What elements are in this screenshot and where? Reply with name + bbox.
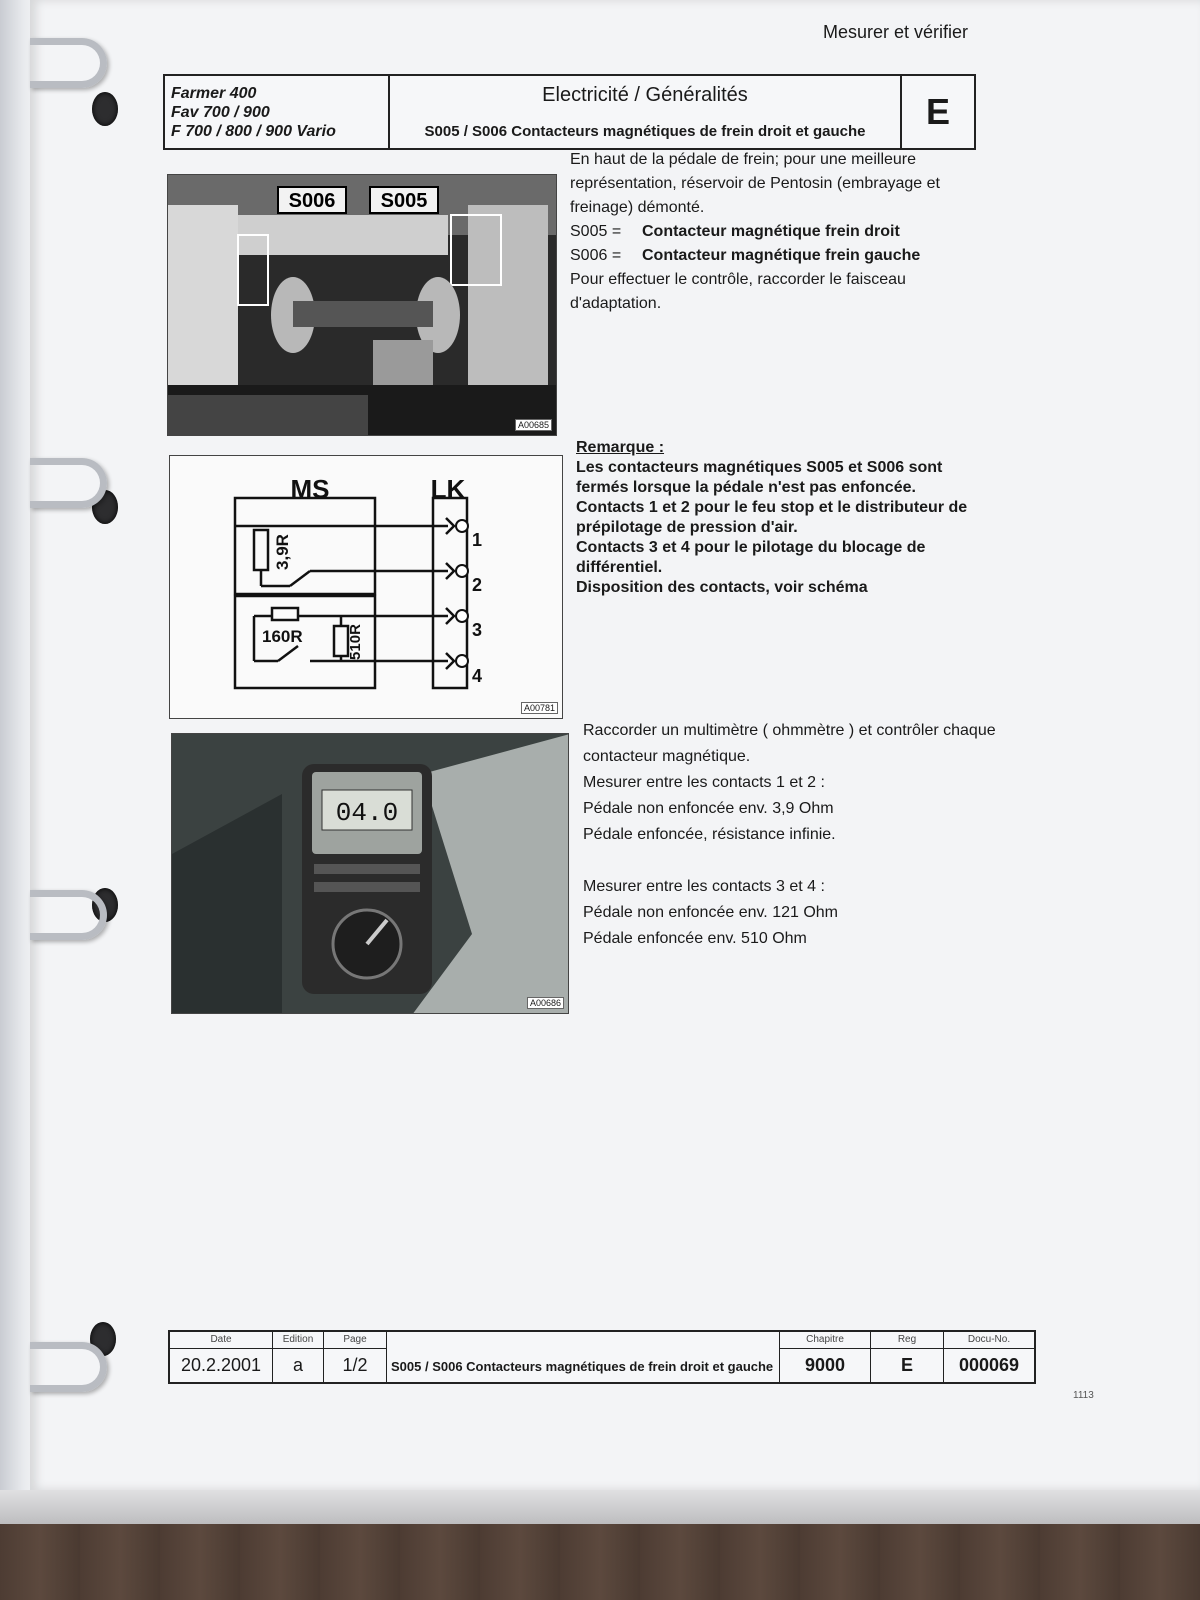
- label-lk: LK: [430, 474, 466, 504]
- header-title-block: [390, 76, 902, 148]
- label-s006: S006: [288, 190, 336, 212]
- binder-ring: [30, 890, 107, 940]
- legend-row: [570, 244, 970, 268]
- figure-code: A00685: [515, 419, 552, 431]
- multimeter-photo: [171, 733, 569, 1014]
- section-title: Electricité / Généralités: [542, 84, 748, 106]
- photo-illustration: [172, 734, 569, 1014]
- footer-label: Page: [324, 1332, 386, 1349]
- footer-label: Edition: [273, 1332, 323, 1349]
- remark-line: Contacts 3 et 4 pour le pilotage du blocage de différentiel.: [576, 539, 926, 576]
- legend-value: Contacteur magnétique frein gauche: [642, 247, 921, 264]
- resistor-510r: 510R: [347, 624, 364, 660]
- remark-block: [576, 438, 986, 598]
- ring-hole: [92, 92, 118, 126]
- footer-label: Reg: [871, 1332, 943, 1349]
- measure-line: Pédale enfoncée env. 510 Ohm: [583, 930, 807, 947]
- legend-row: [570, 220, 970, 244]
- binder-ring: [30, 1342, 107, 1392]
- resistor-3-9r: 3,9R: [273, 534, 292, 570]
- label-s005: S005: [380, 190, 428, 212]
- intro-text: En haut de la pédale de frein; pour une meilleure représentation, réservoir de Pentosin (embrayage et freinage) démonté.: [570, 151, 940, 216]
- pin-1: 1: [472, 530, 483, 550]
- outro-text: Pour effectuer le contrôle, raccorder le faisceau d'adaptation.: [570, 271, 906, 312]
- footer-page: [324, 1332, 387, 1382]
- model-name: Fav 700 / 900: [171, 104, 270, 121]
- brake-pedal-photo: [167, 174, 557, 436]
- footer-reg: [871, 1332, 944, 1382]
- footer-value: E: [900, 1355, 913, 1375]
- footer-value: 000069: [958, 1355, 1020, 1375]
- footer-value: 20.2.2001: [180, 1355, 262, 1375]
- page-stack-edge: [0, 1490, 1200, 1524]
- pin-2: 2: [472, 575, 483, 595]
- footer-docu: [944, 1332, 1034, 1382]
- footer-date: [170, 1332, 273, 1382]
- measure-line: Mesurer entre les contacts 1 et 2 :: [583, 774, 825, 791]
- footer-edition: [273, 1332, 324, 1382]
- binder-ring: [30, 458, 107, 508]
- binder-ring: [30, 38, 107, 88]
- contacts-schematic: [169, 455, 563, 719]
- page-header: [163, 74, 976, 150]
- pin-3: 3: [472, 620, 483, 640]
- footer-label: Date: [170, 1332, 272, 1349]
- pedal-description: [570, 148, 970, 316]
- legend-key: S005 =: [570, 223, 622, 240]
- model-name: Farmer 400: [171, 85, 257, 102]
- footer-chapter: [780, 1332, 871, 1382]
- measure-line: Pédale enfoncée, résistance infinie.: [583, 826, 836, 843]
- figure-code: A00686: [527, 997, 564, 1009]
- label-ms: MS: [290, 474, 330, 504]
- remark-line: Les contacteurs magnétiques S005 et S006 sont fermés lorsque la pédale n'est pas enfoncée.: [576, 459, 943, 496]
- page-corner-number: 1113: [1073, 1390, 1094, 1401]
- resistor-160r: 160R: [262, 627, 303, 646]
- measurement-block: [583, 718, 1003, 952]
- schematic-diagram: [170, 456, 563, 719]
- model-list: [165, 76, 390, 148]
- footer-label: Chapitre: [780, 1332, 870, 1349]
- spacer: [583, 848, 1003, 874]
- remark-line: Contacts 1 et 2 pour le feu stop et le distributeur de prépilotage de pression d'air.: [576, 499, 968, 536]
- multimeter-display: 04.0: [335, 798, 399, 828]
- register-letter: E: [925, 91, 950, 132]
- footer-value: 1/2: [342, 1355, 368, 1375]
- measure-line: Raccorder un multimètre ( ohmmètre ) et contrôler chaque contacteur magnétique.: [583, 722, 996, 765]
- remark-title: Remarque :: [576, 439, 665, 456]
- footer-label: Docu-No.: [944, 1332, 1034, 1349]
- legend-key: S006 =: [570, 247, 622, 264]
- footer-value: 9000: [804, 1355, 846, 1375]
- pin-4: 4: [472, 666, 483, 686]
- page-footer: [168, 1330, 1036, 1384]
- measure-line: Pédale non enfoncée env. 121 Ohm: [583, 904, 838, 921]
- measure-line: Pédale non enfoncée env. 3,9 Ohm: [583, 800, 834, 817]
- footer-title: S005 / S006 Contacteurs magnétiques de frein droit et gauche: [391, 1359, 774, 1374]
- section-tag: Mesurer et vérifier: [823, 22, 969, 42]
- wooden-table: [0, 1524, 1200, 1600]
- measure-line: Mesurer entre les contacts 3 et 4 :: [583, 878, 825, 895]
- page-subtitle: S005 / S006 Contacteurs magnétiques de frein droit et gauche: [424, 123, 866, 140]
- footer-value: a: [292, 1355, 303, 1375]
- model-name: F 700 / 800 / 900 Vario: [171, 123, 336, 140]
- footer-title-cell: [387, 1332, 780, 1382]
- photo-illustration: [168, 175, 557, 436]
- remark-line: Disposition des contacts, voir schéma: [576, 579, 868, 596]
- figure-code: A00781: [521, 702, 558, 714]
- legend-value: Contacteur magnétique frein droit: [642, 223, 900, 240]
